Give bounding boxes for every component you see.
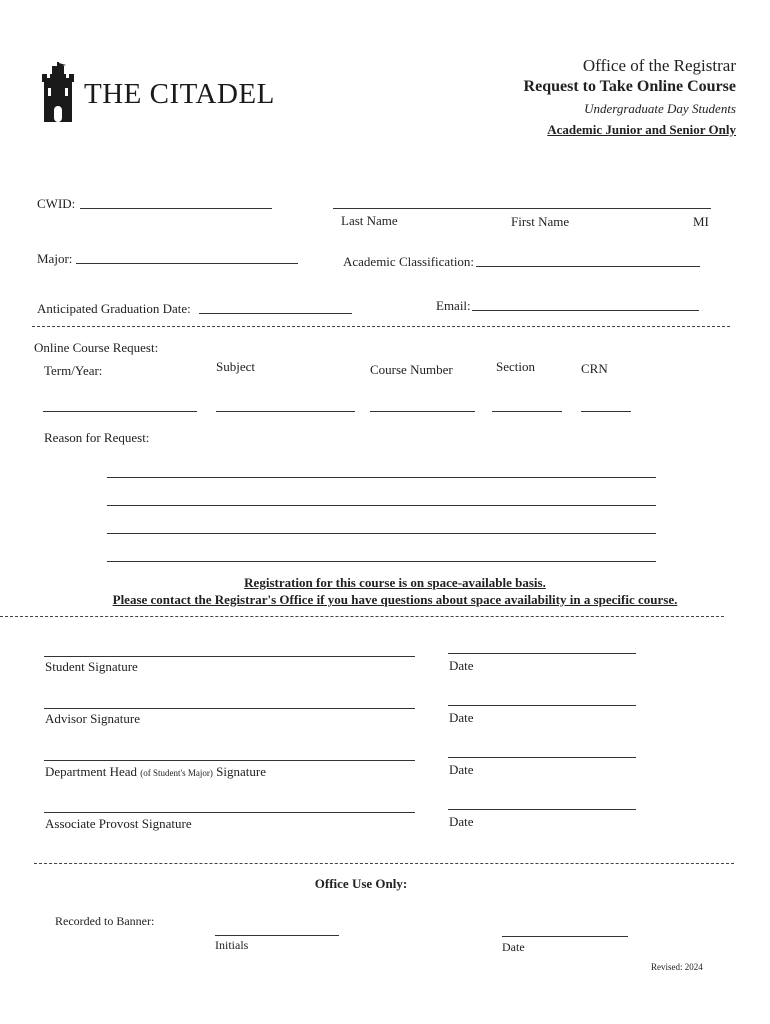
- logo-wordmark: THE CITADEL: [84, 78, 275, 110]
- date-label: Date: [449, 710, 474, 725]
- major-label: Major:: [37, 251, 73, 266]
- major-field[interactable]: [76, 263, 298, 264]
- classification-label: Academic Classification:: [343, 254, 475, 269]
- date-label: Date: [449, 658, 474, 673]
- term-label: Term/Year:: [44, 363, 103, 378]
- reason-line[interactable]: [107, 533, 656, 534]
- initials-line[interactable]: [215, 935, 339, 936]
- advisor-signature-label: Advisor Signature: [45, 711, 140, 726]
- section-label: Section: [496, 359, 535, 374]
- divider: [32, 326, 730, 327]
- first-name-label: First Name: [511, 214, 570, 229]
- course-number-field[interactable]: [370, 411, 475, 412]
- office-use-heading: Office Use Only:: [314, 876, 408, 891]
- dept-head-date-line[interactable]: [448, 757, 636, 758]
- office-date-label: Date: [502, 940, 525, 954]
- email-field[interactable]: [472, 310, 699, 311]
- name-field[interactable]: [333, 208, 711, 209]
- course-request-heading: Online Course Request:: [34, 340, 159, 355]
- provost-signature-label: Associate Provost Signature: [45, 816, 192, 831]
- date-label: Date: [449, 814, 474, 829]
- revised-note: Revised: 2024: [651, 962, 703, 972]
- student-signature-label: Student Signature: [45, 659, 138, 674]
- castle-icon: [40, 62, 76, 124]
- section-field[interactable]: [492, 411, 562, 412]
- subject-field[interactable]: [216, 411, 355, 412]
- reason-line[interactable]: [107, 561, 656, 562]
- provost-signature-line[interactable]: [44, 812, 415, 813]
- office-date-line[interactable]: [502, 936, 628, 937]
- form-subtitle: Undergraduate Day Students: [584, 101, 736, 116]
- grad-date-field[interactable]: [199, 313, 352, 314]
- dept-head-signature-line[interactable]: [44, 760, 415, 761]
- form-title: Request to Take Online Course: [523, 78, 736, 95]
- office-name: Office of the Registrar: [582, 56, 736, 75]
- crn-label: CRN: [581, 361, 608, 376]
- course-number-label: Course Number: [370, 362, 453, 377]
- notice-line-1: Registration for this course is on space-available basis.: [244, 575, 546, 590]
- provost-date-line[interactable]: [448, 809, 636, 810]
- date-label: Date: [449, 762, 474, 777]
- restriction-note: Academic Junior and Senior Only: [547, 122, 736, 137]
- grad-date-label: Anticipated Graduation Date:: [37, 301, 191, 316]
- cwid-field[interactable]: [80, 208, 272, 209]
- advisor-date-line[interactable]: [448, 705, 636, 706]
- last-name-label: Last Name: [341, 213, 398, 228]
- dept-head-signature-label: Department Head (of Student's Major) Signature: [45, 764, 266, 779]
- divider: [34, 863, 734, 864]
- subject-label: Subject: [216, 359, 255, 374]
- reason-label: Reason for Request:: [44, 430, 150, 445]
- cwid-label: CWID:: [37, 196, 76, 211]
- reason-line[interactable]: [107, 505, 656, 506]
- student-signature-line[interactable]: [44, 656, 415, 657]
- initials-label: Initials: [215, 938, 249, 952]
- mi-label: MI: [693, 214, 709, 229]
- reason-line[interactable]: [107, 477, 656, 478]
- recorded-label: Recorded to Banner:: [55, 914, 155, 928]
- advisor-signature-line[interactable]: [44, 708, 415, 709]
- divider: [0, 616, 724, 617]
- email-label: Email:: [436, 298, 471, 313]
- classification-field[interactable]: [476, 266, 700, 267]
- term-field[interactable]: [43, 411, 197, 412]
- crn-field[interactable]: [581, 411, 631, 412]
- notice-line-2: Please contact the Registrar's Office if you have questions about space availability in a specific course.: [112, 592, 678, 607]
- student-date-line[interactable]: [448, 653, 636, 654]
